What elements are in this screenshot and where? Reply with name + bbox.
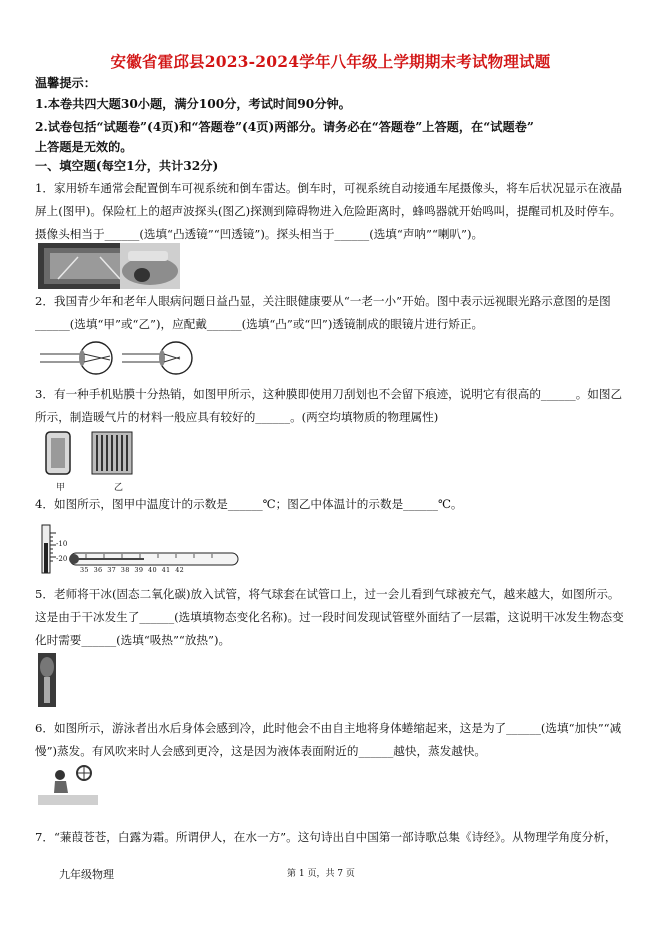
tips-line-3: 上答题是无效的。 (35, 140, 133, 154)
eye-ray-diagrams (40, 338, 195, 378)
question-6 (35, 717, 635, 763)
figure-label-b: 乙 (114, 483, 124, 493)
tips-line-1: 1.本卷共四大题30小题，满分100分，考试时间90分钟。 (35, 97, 351, 111)
q6-line-1: 6．如图所示，游泳者出水后身体会感到冷，此时他会不由自主地将身体蜷缩起来，这是为了______(选填“加快”“减 (35, 721, 622, 735)
figure-label-a: 甲 (56, 483, 66, 493)
thermometer-a-mark-1: -10 (56, 540, 68, 548)
q5-line-3: 化时需要______(选填“吸热”“放热”)。 (35, 633, 231, 647)
q4-line-1: 4．如图所示，图甲中温度计的示数是______℃；图乙中体温计的示数是______℃。 (35, 497, 463, 511)
q5-line-1: 5．老师将干冰(固态二氧化碳)放入试管，将气球套在试管口上，过一会儿看到气球被充气，越来越大，如图所示。 (35, 587, 620, 601)
section-heading: 一、填空题(每空1分，共计32分) (35, 159, 219, 173)
q3-line-1: 3．有一种手机贴膜十分热销，如图甲所示，这种膜即使用刀刮划也不会留下痕迹，说明它有很高的______。如图乙 (35, 387, 623, 401)
page-title: 安徽省霍邱县2023-2024学年八年级上学期期末考试物理试题 (110, 52, 551, 71)
footer-page-number: 第 1 页，共 7 页 (287, 869, 355, 879)
q6-line-2: 慢”)蒸发。有风吹来时人会感到更冷，这是因为液体表面附近的______越快，蒸发越快。 (35, 744, 487, 758)
thermometer-b-ticks: 35 36 37 38 39 40 41 42 (80, 566, 185, 574)
question-5 (35, 583, 635, 652)
question-4 (35, 493, 635, 516)
eye-diagram-a (40, 342, 112, 374)
test-tube-balloon-image (38, 653, 56, 707)
question-2 (35, 290, 635, 336)
tips-line-2: 2.试卷包括“试题卷”(4页)和“答题卷”(4页)两部分。请务必在“答题卷”上答题，在“试题卷” (35, 120, 534, 134)
footer-subject: 九年级物理 (59, 868, 114, 881)
eye-diagram-b (122, 342, 192, 374)
ultrasonic-probe-car-image (120, 243, 180, 289)
q7-line-1: 7．“蒹葭苍苍，白露为霜。所谓伊人，在水一方”。这句诗出自中国第一部诗歌总集《诗经》。从物理学角度分析， (35, 830, 617, 844)
q3-line-2: 所示，制造暖气片的材料一般应具有较好的______。(两空均填物质的物理属性) (35, 410, 439, 424)
question-1 (35, 177, 635, 246)
q1-line-3: 摄像头相当于______(选填“凸透镜”“凹透镜”)。探头相当于______(选填“声呐”“喇叭”)。 (35, 227, 484, 241)
q1-line-1: 1．家用轿车通常会配置倒车可视系统和倒车雷达。倒车时，可视系统自动接通车尾摄像头，将车后状况显示在液晶 (35, 181, 623, 195)
swimmer-image (38, 763, 98, 805)
question-3 (35, 383, 635, 429)
question-7 (35, 826, 635, 849)
q2-line-2: ______(选填“甲”或“乙”)，应配戴______(选填“凸”或“凹”)透镜制成的眼镜片进行矫正。 (35, 317, 484, 331)
tips-heading: 温馨提示： (35, 76, 96, 90)
q1-line-2: 屏上(图甲)。保险杠上的超声波探头(图乙)探测到障碍物进入危险距离时，蜂鸣器就开始鸣叫，提醒司机及时停车。 (35, 204, 622, 218)
q5-line-2: 这是由于干冰发生了______(选填填物态变化名称)。过一段时间发现试管壁外面结了一层霜，这说明干冰发生物态变 (35, 610, 624, 624)
q2-line-1: 2．我国青少年和老年人眼病问题日益凸显，关注眼健康要从“一老一小”开始。图中表示远视眼光路示意图的是图 (35, 294, 611, 308)
thermometer-a-mark-2: -20 (56, 555, 68, 563)
phone-film-and-radiator-image (44, 430, 134, 484)
